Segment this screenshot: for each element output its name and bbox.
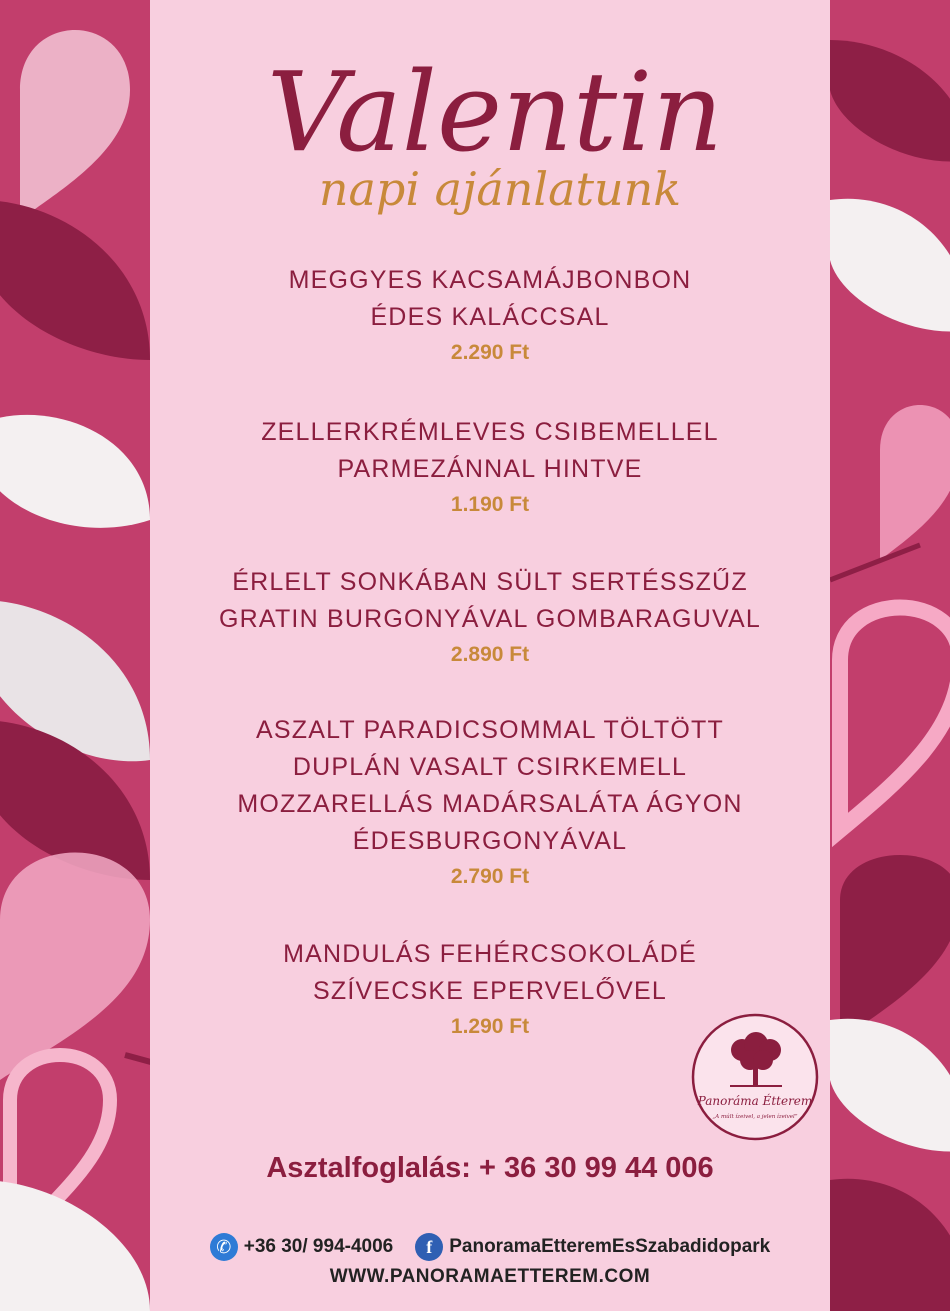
dish-name-line: ÉRLELT SONKÁBAN SÜLT SERTÉSSZŰZ bbox=[232, 568, 748, 596]
menu-item-2 bbox=[150, 414, 830, 522]
website-link[interactable]: WWW.PANORAMAETTEREM.COM bbox=[329, 1266, 651, 1287]
dish-price: 1.290 Ft bbox=[450, 1015, 530, 1038]
dish-name-line: ZELLERKRÉMLEVES CSIBEMELLEL bbox=[261, 418, 719, 446]
dish-name-line: PARMEZÁNNAL HINTVE bbox=[337, 455, 643, 483]
title-area bbox=[0, 0, 950, 230]
dish-name-line: MOZZARELLÁS MADÁRSALÁTA ÁGYON bbox=[237, 790, 743, 818]
contact-line bbox=[150, 1233, 830, 1261]
dish-price: 2.890 Ft bbox=[450, 643, 530, 666]
facebook-link[interactable]: PanoramaEtteremEsSzabadidopark bbox=[449, 1236, 771, 1257]
dish-name-line: MANDULÁS FEHÉRCSOKOLÁDÉ bbox=[283, 940, 697, 968]
dish-name-line: MEGGYES KACSAMÁJBONBON bbox=[288, 266, 692, 294]
dish-name-line: ÉDES KALÁCCSAL bbox=[370, 303, 610, 331]
menu-item-4 bbox=[150, 712, 830, 894]
phone-icon: ✆ bbox=[210, 1233, 238, 1261]
dish-price: 1.190 Ft bbox=[450, 493, 530, 516]
dish-name-line: ASZALT PARADICSOMMAL TÖLTÖTT bbox=[256, 716, 724, 744]
logo-name: Panoráma Étterem bbox=[697, 1094, 813, 1108]
page-title: Valentin bbox=[266, 48, 724, 176]
phone-number[interactable]: +36 30/ 994-4006 bbox=[243, 1236, 394, 1257]
page-subtitle: napi ajánlatunk bbox=[318, 162, 682, 216]
dish-price: 2.790 Ft bbox=[450, 865, 530, 888]
dish-name-line: DUPLÁN VASALT CSIRKEMELL bbox=[292, 753, 688, 781]
booking-phone[interactable]: Asztalfoglalás: + 36 30 99 44 006 bbox=[266, 1152, 714, 1184]
menu-item-3 bbox=[150, 564, 830, 672]
logo-slogan: „A múlt ízeivel, a jelen ízeivel” bbox=[712, 1114, 798, 1120]
dish-name-line: GRATIN BURGONYÁVAL GOMBARAGUVAL bbox=[219, 605, 761, 633]
dish-price: 2.290 Ft bbox=[450, 341, 530, 364]
dish-name-line: ÉDESBURGONYÁVAL bbox=[352, 827, 628, 855]
facebook-icon: f bbox=[415, 1233, 443, 1261]
dish-name-line: SZÍVECSKE EPERVELŐVEL bbox=[312, 977, 668, 1005]
restaurant-logo bbox=[690, 1012, 820, 1142]
menu-item-1 bbox=[150, 262, 830, 370]
